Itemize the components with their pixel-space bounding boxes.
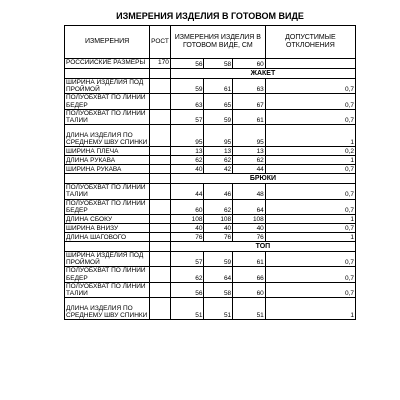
tolerance-value: 0,2 — [265, 147, 355, 156]
measurement-label: ДЛИНА СБОКУ — [65, 215, 150, 224]
value-size-60: 108 — [233, 215, 266, 224]
section-blank — [65, 174, 150, 184]
value-size-56: 63 — [170, 94, 204, 109]
height-value: 170 — [150, 59, 171, 69]
section-title: ЖАКЕТ — [170, 69, 355, 79]
value-size-56: 44 — [170, 184, 204, 199]
measurement-label: ДЛИНА ШАГОВОГО — [65, 233, 150, 242]
value-size-58: 62 — [204, 156, 233, 165]
height-cell — [150, 156, 171, 165]
table-row — [65, 184, 356, 199]
value-size-58: 59 — [204, 109, 233, 124]
measurement-label: ПОЛУОБХВАТ ПО ЛИНИИ ТАЛИИ — [65, 282, 150, 297]
measurement-label: ШИРИНА ИЗДЕЛИЯ ПОД ПРОЙМОЙ — [65, 252, 150, 267]
value-size-60: 64 — [233, 199, 266, 214]
size-60: 60 — [233, 59, 266, 69]
measurement-label: ШИРИНА ВНИЗУ — [65, 224, 150, 233]
height-cell — [150, 224, 171, 233]
tolerance-value: 1 — [265, 233, 355, 242]
height-cell — [150, 298, 171, 320]
value-size-58: 42 — [204, 165, 233, 174]
measurement-label: ПОЛУОБХВАТ ПО ЛИНИИ БЕДЕР — [65, 94, 150, 109]
value-size-60: 13 — [233, 147, 266, 156]
table-row — [65, 165, 356, 174]
value-size-60: 40 — [233, 224, 266, 233]
value-size-58: 108 — [204, 215, 233, 224]
tolerance-value: 1 — [265, 298, 355, 320]
height-cell — [150, 147, 171, 156]
table-body — [65, 26, 356, 320]
value-size-56: 13 — [170, 147, 204, 156]
value-size-60: 61 — [233, 252, 266, 267]
tolerance-value: 0,7 — [265, 94, 355, 109]
table-row — [65, 109, 356, 124]
header-tolerance: ДОПУСТИМЫЕ ОТКЛОНЕНИЯ — [265, 26, 355, 59]
section-blank — [65, 69, 150, 79]
value-size-58: 58 — [204, 282, 233, 297]
page-title: ИЗМЕРЕНИЯ ИЗДЕЛИЯ В ГОТОВОМ ВИДЕ — [116, 11, 304, 21]
value-size-56: 95 — [170, 125, 204, 147]
value-size-60: 61 — [233, 109, 266, 124]
table-row — [65, 79, 356, 94]
section-header-row — [65, 242, 356, 252]
value-size-58: 46 — [204, 184, 233, 199]
value-size-56: 56 — [170, 282, 204, 297]
value-size-58: 65 — [204, 94, 233, 109]
tolerance-value: 0,7 — [265, 199, 355, 214]
measurement-label: ПОЛУОБХВАТ ПО ЛИНИИ ТАЛИИ — [65, 109, 150, 124]
size-56: 56 — [170, 59, 204, 69]
table-row — [65, 94, 356, 109]
section-header-row — [65, 174, 356, 184]
value-size-58: 40 — [204, 224, 233, 233]
table-row — [65, 252, 356, 267]
measurement-label: ШИРИНА РУКАВА — [65, 165, 150, 174]
table-row — [65, 267, 356, 282]
size-58: 58 — [204, 59, 233, 69]
value-size-56: 59 — [170, 79, 204, 94]
value-size-60: 48 — [233, 184, 266, 199]
table-row — [65, 298, 356, 320]
value-size-56: 40 — [170, 165, 204, 174]
table-row — [65, 199, 356, 214]
header-measurement: ИЗМЕРЕНИЯ — [65, 26, 150, 59]
table-row — [65, 147, 356, 156]
value-size-60: 63 — [233, 79, 266, 94]
value-size-56: 62 — [170, 267, 204, 282]
height-cell — [150, 125, 171, 147]
value-size-56: 57 — [170, 109, 204, 124]
value-size-56: 76 — [170, 233, 204, 242]
height-cell — [150, 79, 171, 94]
sizes-row-tolerance — [265, 59, 355, 69]
measurement-label: ПОЛУОБХВАТ ПО ЛИНИИ ТАЛИИ — [65, 184, 150, 199]
value-size-58: 62 — [204, 199, 233, 214]
value-size-60: 60 — [233, 282, 266, 297]
tolerance-value: 0,7 — [265, 184, 355, 199]
table-row — [65, 156, 356, 165]
section-title: ТОП — [170, 242, 355, 252]
tolerance-value: 0,7 — [265, 109, 355, 124]
height-cell — [150, 233, 171, 242]
value-size-60: 51 — [233, 298, 266, 320]
tolerance-value: 0,7 — [265, 79, 355, 94]
measurements-table — [64, 25, 356, 320]
value-size-56: 57 — [170, 252, 204, 267]
header-height: РОСТ — [150, 26, 171, 59]
height-cell — [150, 165, 171, 174]
value-size-60: 67 — [233, 94, 266, 109]
height-cell — [150, 109, 171, 124]
height-cell — [150, 215, 171, 224]
value-size-58: 59 — [204, 252, 233, 267]
value-size-60: 76 — [233, 233, 266, 242]
value-size-56: 40 — [170, 224, 204, 233]
measurement-label: ПОЛУОБХВАТ ПО ЛИНИИ БЕДЕР — [65, 267, 150, 282]
value-size-56: 62 — [170, 156, 204, 165]
table-row — [65, 215, 356, 224]
table-row — [65, 233, 356, 242]
table-row — [65, 125, 356, 147]
height-cell — [150, 199, 171, 214]
measurement-label: ПОЛУОБХВАТ ПО ЛИНИИ БЕДЕР — [65, 199, 150, 214]
value-size-56: 51 — [170, 298, 204, 320]
section-blank — [65, 242, 150, 252]
table-header-row — [65, 26, 356, 59]
value-size-58: 95 — [204, 125, 233, 147]
measurement-label: ШИРИНА ИЗДЕЛИЯ ПОД ПРОЙМОЙ — [65, 79, 150, 94]
table-row — [65, 224, 356, 233]
height-cell — [150, 282, 171, 297]
value-size-56: 108 — [170, 215, 204, 224]
height-cell — [150, 252, 171, 267]
header-sizes: ИЗМЕРЕНИЯ ИЗДЕЛИЯ В ГОТОВОМ ВИДЕ, СМ — [170, 26, 265, 59]
height-cell — [150, 184, 171, 199]
section-title: БРЮКИ — [170, 174, 355, 184]
tolerance-value: 1 — [265, 125, 355, 147]
value-size-60: 66 — [233, 267, 266, 282]
measurement-label: ДЛИНА РУКАВА — [65, 156, 150, 165]
value-size-60: 62 — [233, 156, 266, 165]
tolerance-value: 1 — [265, 156, 355, 165]
table-row — [65, 282, 356, 297]
measurement-label: ШИРИНА ПЛЕЧА — [65, 147, 150, 156]
section-blank — [150, 69, 171, 79]
value-size-58: 13 — [204, 147, 233, 156]
value-size-58: 76 — [204, 233, 233, 242]
tolerance-value: 0,7 — [265, 267, 355, 282]
sizes-row — [65, 59, 356, 69]
sizes-row-label: РОССИЙСКИЕ РАЗМЕРЫ — [65, 59, 150, 69]
section-blank — [150, 242, 171, 252]
tolerance-value: 0,7 — [265, 252, 355, 267]
value-size-60: 95 — [233, 125, 266, 147]
measurement-label: ДЛИНА ИЗДЕЛИЯ ПО СРЕДНЕМУ ШВУ СПИНКИ — [65, 125, 150, 147]
value-size-60: 44 — [233, 165, 266, 174]
tolerance-value: 1 — [265, 215, 355, 224]
height-cell — [150, 267, 171, 282]
section-header-row — [65, 69, 356, 79]
value-size-56: 60 — [170, 199, 204, 214]
value-size-58: 64 — [204, 267, 233, 282]
tolerance-value: 0,7 — [265, 282, 355, 297]
value-size-58: 61 — [204, 79, 233, 94]
section-blank — [150, 174, 171, 184]
tolerance-value: 0,7 — [265, 224, 355, 233]
tolerance-value: 0,7 — [265, 165, 355, 174]
measurement-label: ДЛИНА ИЗДЕЛИЯ ПО СРЕДНЕМУ ШВУ СПИНКИ — [65, 298, 150, 320]
height-cell — [150, 94, 171, 109]
value-size-58: 51 — [204, 298, 233, 320]
